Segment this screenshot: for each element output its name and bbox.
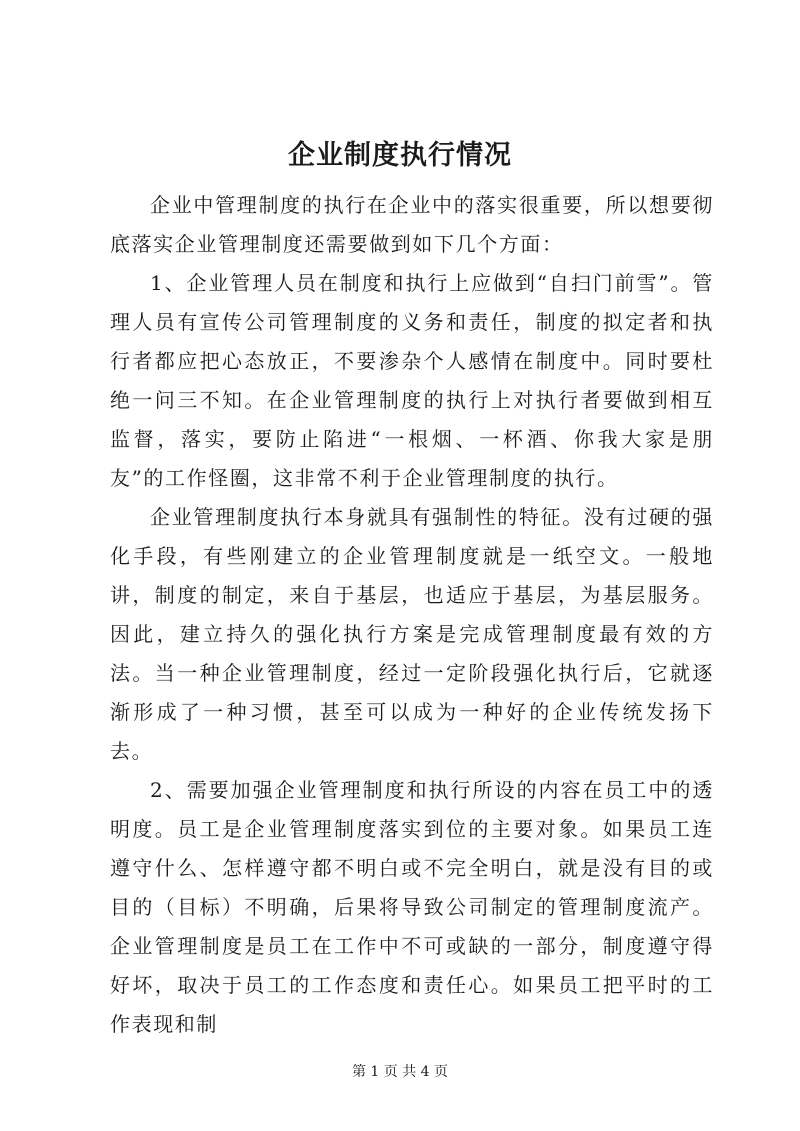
paragraph-enforcement: 企业管理制度执行本身就具有强制性的特征。没有过硬的强化手段，有些刚建立的企业管理制度就是一纸空文。一般地讲，制度的制定，来自于基层，也适应于基层，为基层服务。因此，建立持久的强化执行方案是完成管理制度最有效的方法。当一种企业管理制度，经过一定阶段强化执行后，它就逐渐形成了一种习惯，甚至可以成为一种好的企业传统发扬下去。: [110, 505, 714, 763]
document-title: 企业制度执行情况: [288, 140, 512, 171]
page-number-footer: 第 1 页 共 4 页: [351, 1064, 449, 1080]
paragraph-point-2: 2、需要加强企业管理制度和执行所设的内容在员工中的透明度。员工是企业管理制度落实到位的主要对象。如果员工连遵守什么、怎样遵守都不明白或不完全明白，就是没有目的或目的（目标）不明确，后果将导致公司制定的管理制度流产。企业管理制度是员工在工作中不可或缺的一部分，制度遵守得好坏，取决于员工的工作态度和责任心。如果员工把平时的工作表现和制: [110, 778, 714, 1036]
paragraph-point-1: 1、企业管理人员在制度和执行上应做到“自扫门前雪”。管理人员有宣传公司管理制度的义务和责任，制度的拟定者和执行者都应把心态放正，不要渗杂个人感情在制度中。同时要杜绝一问三不知。在企业管理制度的执行上对执行者要做到相互监督，落实，要防止陷进“一根烟、一杯酒、你我大家是朋友”的工作怪圈，这非常不利于企业管理制度的执行。: [110, 271, 714, 490]
paragraph-intro: 企业中管理制度的执行在企业中的落实很重要，所以想要彻底落实企业管理制度还需要做到如下几个方面：: [110, 193, 714, 256]
document-body: [110, 186, 714, 1044]
